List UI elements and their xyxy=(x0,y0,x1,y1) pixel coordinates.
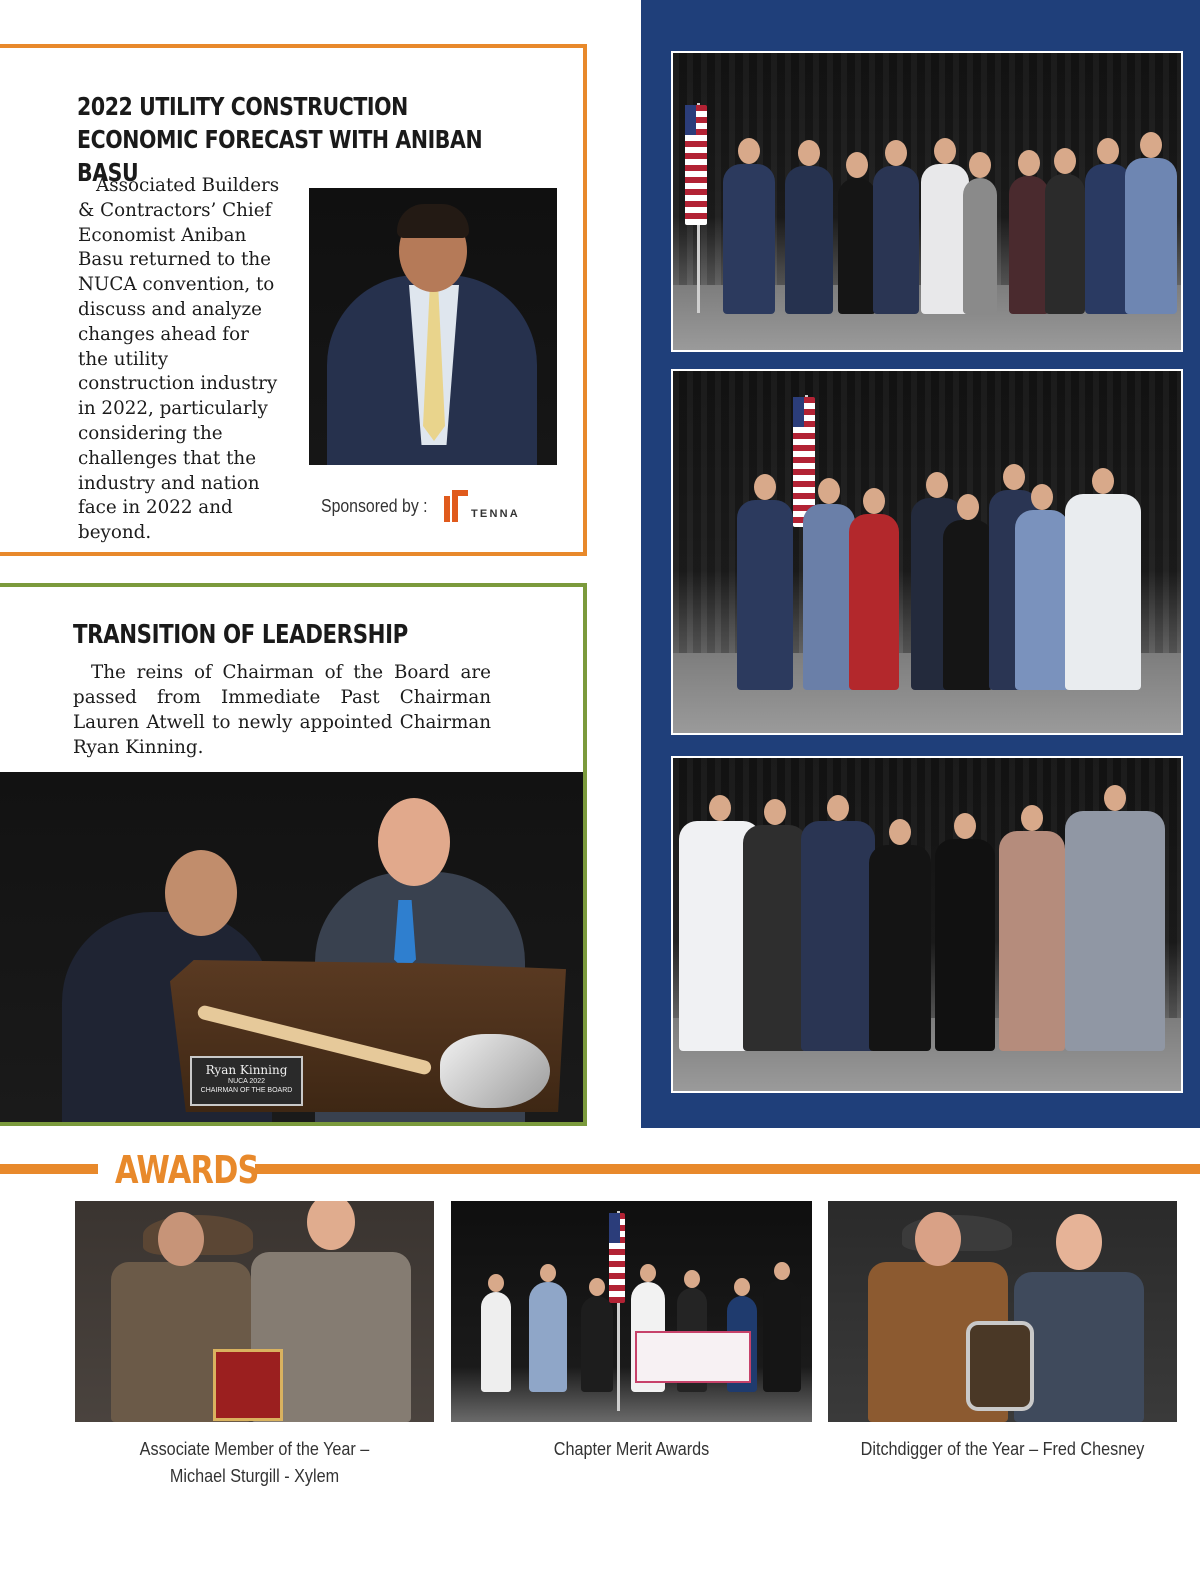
person xyxy=(737,500,793,690)
person xyxy=(801,821,875,1051)
tenna-logo-icon xyxy=(442,488,470,522)
person xyxy=(1125,158,1177,314)
leadership-body: The reins of Chairman of the Board are passed from Immediate Past Chairman Lauren Atwell to newly appointed Chairman Ryan Kinning. xyxy=(73,662,491,758)
person xyxy=(723,164,775,314)
tenna-logo-text: TENNA xyxy=(471,508,520,520)
awards-rule-right xyxy=(255,1164,1200,1174)
caption-line: Ditchdigger of the Year – Fred Chesney xyxy=(860,1439,1145,1459)
person xyxy=(921,164,969,314)
caption-line: Chapter Merit Awards xyxy=(553,1439,710,1459)
person xyxy=(1065,494,1141,690)
group-photo-award-presentation-3 xyxy=(671,756,1183,1093)
award-caption-ditchdigger xyxy=(834,1436,1172,1463)
person xyxy=(743,825,807,1051)
group-photo-award-presentation-2 xyxy=(671,369,1183,735)
award-caption-chapter-merit xyxy=(469,1436,794,1463)
group-photo-award-presentation-1 xyxy=(671,51,1183,352)
aniban-basu-photo xyxy=(309,188,557,465)
person xyxy=(873,166,919,314)
person xyxy=(838,178,876,314)
ceremonial-check xyxy=(635,1331,751,1383)
us-flag-icon xyxy=(609,1213,625,1303)
person xyxy=(803,504,855,690)
person xyxy=(999,831,1065,1051)
person xyxy=(849,514,899,690)
person xyxy=(1009,176,1049,314)
person xyxy=(1015,510,1069,690)
person xyxy=(1045,174,1085,314)
ditchdigger-award-photo xyxy=(828,1201,1177,1422)
person xyxy=(963,178,997,314)
chairman-handover-photo xyxy=(0,772,583,1122)
economic-forecast-body: Associated Builders & Contractors’ Chief Economist Aniban Basu returned to the NUCA convention, to discuss and analyze changes ahead for the utility construction industry in 2022, particularly considering the challenges that the industry and nation face in 2022 and beyond. xyxy=(78,175,280,544)
plaque-name: Ryan Kinning xyxy=(205,1063,288,1077)
award-plaque xyxy=(966,1321,1034,1411)
award-plaque xyxy=(213,1349,283,1421)
economic-forecast-title: 2022 UTILITY CONSTRUCTION ECONOMIC FORECAST WITH ANIBAN BASU xyxy=(77,92,483,187)
person xyxy=(935,839,995,1051)
us-flag-icon xyxy=(685,105,707,225)
sponsor-label: Sponsored by : xyxy=(321,496,428,516)
plaque-nameplate xyxy=(190,1056,303,1106)
leadership-title: TRANSITION OF LEADERSHIP xyxy=(73,620,408,650)
awards-rule-left xyxy=(0,1164,98,1174)
associate-member-award-photo xyxy=(75,1201,434,1422)
person xyxy=(785,166,833,314)
person xyxy=(1065,811,1165,1051)
caption-line: Associate Member of the Year – xyxy=(139,1439,370,1459)
chapter-merit-awards-photo xyxy=(451,1201,812,1422)
plaque-line-1: NUCA 2022 xyxy=(228,1078,265,1085)
person xyxy=(869,845,931,1051)
awards-heading: AWARDS xyxy=(115,1148,259,1192)
caption-line: Michael Sturgill - Xylem xyxy=(169,1466,340,1486)
person xyxy=(943,520,993,690)
award-caption-associate-member xyxy=(93,1436,416,1490)
plaque-line-2: CHAIRMAN OF THE BOARD xyxy=(200,1087,293,1094)
tenna-logo xyxy=(442,488,530,524)
